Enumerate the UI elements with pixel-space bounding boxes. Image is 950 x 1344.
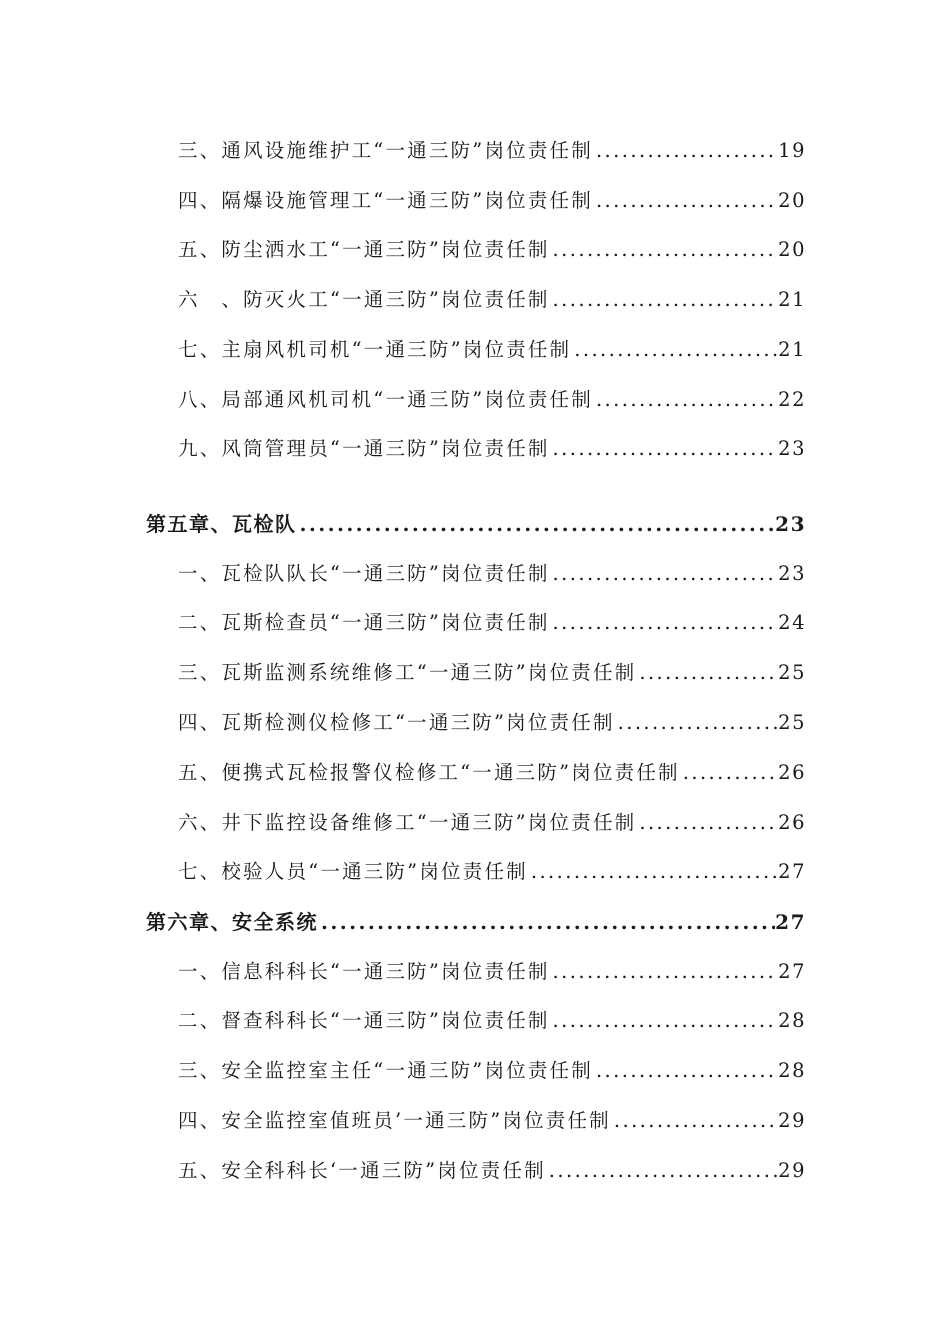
toc-page-number: 27 [778, 960, 806, 983]
toc-entry[interactable] [178, 855, 806, 889]
toc-entry-title: 一、瓦检队队长“一通三防”岗位责任制 [178, 562, 550, 585]
toc-dot-leader [593, 383, 778, 417]
toc-entry-title: 二、瓦斯检查员“一通三防”岗位责任制 [178, 611, 550, 634]
toc-page-number: 28 [778, 1059, 806, 1082]
toc-entry[interactable] [178, 333, 806, 367]
toc-dot-leader [318, 905, 775, 939]
toc-dot-leader [680, 756, 778, 790]
toc-dot-leader [550, 557, 779, 591]
toc-entry[interactable] [178, 432, 806, 466]
toc-dot-leader [593, 1054, 778, 1088]
toc-page-number: 22 [778, 388, 806, 411]
toc-dot-leader [611, 1104, 778, 1138]
toc-entry-title: 四、瓦斯检测仪检修工“一通三防”岗位责任制 [178, 711, 615, 734]
toc-entry-title: 五、便携式瓦检报警仪检修工“一通三防”岗位责任制 [178, 761, 680, 784]
toc-dot-leader [546, 1154, 778, 1188]
toc-entry[interactable] [178, 1004, 806, 1038]
toc-entry[interactable] [178, 557, 806, 591]
toc-entry-title: 二、督查科科长“一通三防”岗位责任制 [178, 1009, 550, 1032]
toc-chapter-title: 第六章、安全系统 [146, 910, 318, 934]
toc-chapter-title: 第五章、瓦检队 [146, 512, 297, 536]
toc-page-number: 23 [775, 512, 806, 536]
toc-page-number: 23 [778, 437, 806, 460]
toc-page-number: 21 [778, 288, 806, 311]
toc-page-number: 28 [778, 1009, 806, 1032]
toc-dot-leader [636, 656, 778, 690]
toc-dot-leader [528, 855, 778, 889]
toc-entry[interactable] [178, 706, 806, 740]
toc-dot-leader [550, 606, 779, 640]
toc-entry[interactable] [178, 134, 806, 168]
toc-dot-leader [571, 333, 778, 367]
toc-page-number: 25 [778, 661, 806, 684]
toc-entry-title: 三、安全监控室主任“一通三防”岗位责任制 [178, 1059, 593, 1082]
toc-entry[interactable] [178, 383, 806, 417]
toc-dot-leader [550, 233, 779, 267]
toc-entry[interactable] [178, 283, 806, 317]
toc-page-number: 21 [778, 338, 806, 361]
toc-page-number: 20 [778, 238, 806, 261]
toc-dot-leader [636, 806, 778, 840]
toc-entry-title: 七、主扇风机司机“一通三防”岗位责任制 [178, 338, 572, 361]
toc-entry[interactable] [178, 955, 806, 989]
toc-dot-leader [615, 706, 779, 740]
toc-entry[interactable] [178, 1054, 806, 1088]
toc-dot-leader [550, 1004, 779, 1038]
toc-page-number: 27 [778, 860, 806, 883]
toc-dot-leader [550, 283, 779, 317]
toc-page-number: 27 [775, 910, 806, 934]
toc-entry-title: 六 、防灭火工“一通三防”岗位责任制 [178, 288, 550, 311]
toc-dot-leader [593, 184, 778, 218]
toc-entry[interactable] [178, 1154, 806, 1188]
toc-page-number: 25 [778, 711, 806, 734]
toc-dot-leader [550, 955, 779, 989]
toc-entry[interactable] [178, 606, 806, 640]
toc-entry-title: 五、安全科科长‘一通三防”岗位责任制 [178, 1159, 546, 1182]
toc-entry[interactable] [178, 806, 806, 840]
toc-page-number: 24 [778, 611, 806, 634]
toc-page-number: 23 [778, 562, 806, 585]
toc-page-number: 20 [778, 189, 806, 212]
toc-entry-title: 三、瓦斯监测系统维修工“一通三防”岗位责任制 [178, 661, 637, 684]
toc-entry[interactable] [178, 233, 806, 267]
toc-page-number: 29 [778, 1109, 806, 1132]
toc-dot-leader [593, 134, 778, 168]
toc-entry[interactable] [178, 1104, 806, 1138]
toc-entry-title: 一、信息科科长“一通三防”岗位责任制 [178, 960, 550, 983]
toc-entry[interactable] [178, 184, 806, 218]
toc-page-number: 26 [778, 761, 806, 784]
toc-entry-title: 九、风筒管理员“一通三防”岗位责任制 [178, 437, 550, 460]
toc-dot-leader [550, 432, 779, 466]
toc-entry-title: 五、防尘洒水工“一通三防”岗位责任制 [178, 238, 550, 261]
toc-entry[interactable] [178, 756, 806, 790]
toc-entry-title: 八、局部通风机司机“一通三防”岗位责任制 [178, 388, 593, 411]
toc-entry[interactable] [178, 656, 806, 690]
toc-entry-title: 七、校验人员“一通三防”岗位责任制 [178, 860, 528, 883]
toc-dot-leader [297, 507, 776, 541]
toc-chapter-entry[interactable] [146, 905, 806, 939]
toc-page-number: 29 [778, 1159, 806, 1182]
toc-page-number: 19 [778, 139, 806, 162]
toc-entry-title: 四、安全监控室值班员’一通三防”岗位责任制 [178, 1109, 611, 1132]
toc-entry-title: 六、井下监控设备维修工“一通三防”岗位责任制 [178, 811, 637, 834]
toc-entry-title: 三、通风设施维护工“一通三防”岗位责任制 [178, 139, 593, 162]
toc-page-number: 26 [778, 811, 806, 834]
toc-chapter-entry[interactable] [146, 507, 806, 541]
toc-entry-title: 四、隔爆设施管理工“一通三防”岗位责任制 [178, 189, 593, 212]
